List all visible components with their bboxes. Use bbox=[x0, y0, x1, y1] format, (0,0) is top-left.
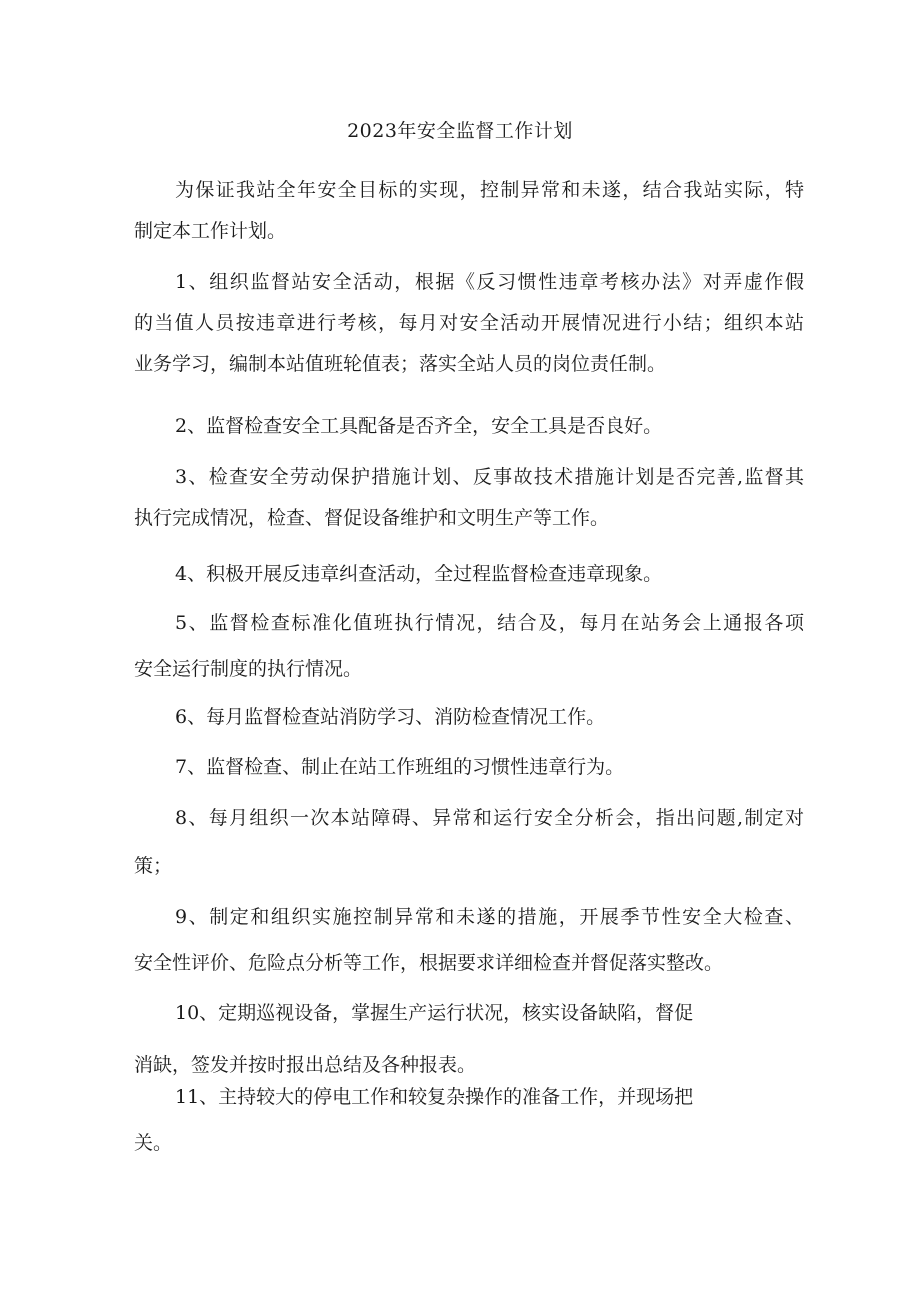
paragraph-item-1 bbox=[134, 262, 804, 385]
paragraph-line: 制定本工作计划。 bbox=[134, 220, 287, 242]
paragraph-line: 的当值人员按违章进行考核，每月对安全活动开展情况进行小结；组织本站 bbox=[134, 312, 804, 334]
paragraph-item-2 bbox=[134, 406, 804, 447]
paragraph-item-4 bbox=[134, 554, 804, 595]
paragraph-line: 2、监督检查安全工具配备是否齐全，安全工具是否良好。 bbox=[175, 415, 663, 437]
paragraph-line: 11、主持较大的停电工作和较复杂操作的准备工作，并现场把 bbox=[175, 1086, 694, 1108]
paragraph-line: 7、监督检查、制止在站工作班组的习惯性违章行为。 bbox=[175, 756, 625, 778]
paragraph-line: 5、监督检查标准化值班执行情况，结合及，每月在站务会上通报各项 bbox=[175, 612, 804, 634]
paragraph-line: 安全性评价、危险点分析等工作，根据要求详细检查并督促落实整改。 bbox=[134, 952, 724, 974]
paragraph-line: 业务学习，编制本站值班轮值表；落实全站人员的岗位责任制。 bbox=[134, 353, 667, 375]
paragraph-line: 3、检查安全劳动保护措施计划、反事故技术措施计划是否完善,监督其 bbox=[175, 466, 804, 488]
document-title: 2023年安全监督工作计划 bbox=[347, 120, 573, 142]
paragraph-intro bbox=[134, 170, 804, 252]
paragraph-line: 消缺，签发并按时报出总结及各种报表。 bbox=[134, 1054, 477, 1076]
paragraph-item-3 bbox=[134, 457, 804, 539]
paragraph-line: 4、积极开展反违章纠查活动，全过程监督检查违章现象。 bbox=[175, 563, 663, 585]
paragraph-line: 8、每月组织一次本站障碍、异常和运行安全分析会，指出问题,制定对 bbox=[175, 807, 804, 829]
paragraph-line: 为保证我站全年安全目标的实现，控制异常和未遂，结合我站实际，特 bbox=[175, 179, 804, 201]
paragraph-line: 策； bbox=[134, 855, 173, 877]
paragraph-item-6 bbox=[134, 697, 804, 738]
paragraph-line: 执行完成情况，检查、督促设备维护和文明生产等工作。 bbox=[134, 507, 610, 529]
paragraph-line: 9、制定和组织实施控制异常和未遂的措施，开展季节性安全大检查、 bbox=[175, 906, 804, 928]
paragraph-line: 安全运行制度的执行情况。 bbox=[134, 658, 363, 680]
paragraph-item-8 bbox=[134, 794, 804, 890]
paragraph-line: 关。 bbox=[134, 1132, 173, 1154]
paragraph-line: 6、每月监督检查站消防学习、消防检查情况工作。 bbox=[175, 706, 606, 728]
paragraph-item-7 bbox=[134, 747, 804, 788]
paragraph-item-5 bbox=[134, 600, 804, 692]
paragraph-item-9 bbox=[134, 894, 804, 986]
paragraph-line: 1、组织监督站安全活动，根据《反习惯性违章考核办法》对弄虚作假 bbox=[175, 271, 804, 293]
paragraph-item-11 bbox=[134, 1074, 804, 1166]
paragraph-line: 10、定期巡视设备，掌握生产运行状况，核实设备缺陷，督促 bbox=[175, 1002, 694, 1024]
